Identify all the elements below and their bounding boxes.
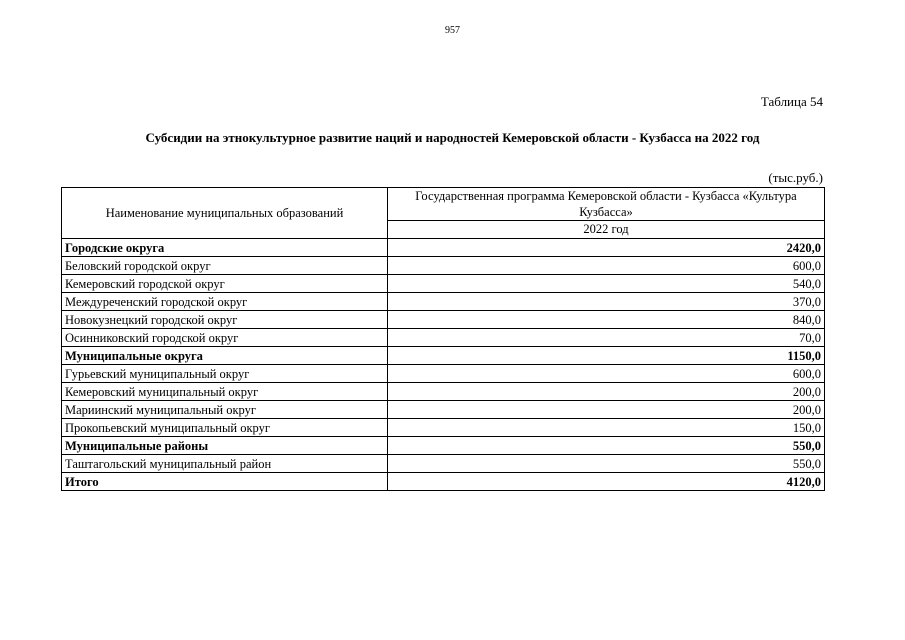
amount-cell: 150,0	[388, 419, 825, 437]
amount-cell: 600,0	[388, 257, 825, 275]
amount-cell: 550,0	[388, 455, 825, 473]
municipality-name-cell: Таштагольский муниципальный район	[62, 455, 388, 473]
table-row	[62, 311, 825, 329]
municipality-name-cell: Гурьевский муниципальный округ	[62, 365, 388, 383]
municipality-name-cell: Кемеровский городской округ	[62, 275, 388, 293]
table-group-row	[62, 239, 825, 257]
amount-cell: 200,0	[388, 383, 825, 401]
municipality-name-cell: Муниципальные округа	[62, 347, 388, 365]
header-year: 2022 год	[388, 221, 825, 239]
amount-cell: 370,0	[388, 293, 825, 311]
amount-cell: 1150,0	[388, 347, 825, 365]
amount-cell: 840,0	[388, 311, 825, 329]
amount-cell: 540,0	[388, 275, 825, 293]
subsidy-table	[61, 187, 825, 491]
municipality-name-cell: Городские округа	[62, 239, 388, 257]
page-number: 957	[445, 25, 460, 36]
amount-cell: 600,0	[388, 365, 825, 383]
units-label: (тыс.руб.)	[768, 170, 823, 185]
municipality-name-cell: Осинниковский городской округ	[62, 329, 388, 347]
table-row	[62, 293, 825, 311]
municipality-name-cell: Прокопьевский муниципальный округ	[62, 419, 388, 437]
table-header-row	[62, 188, 825, 221]
municipality-name-cell: Итого	[62, 473, 388, 491]
table-row	[62, 419, 825, 437]
header-program: Государственная программа Кемеровской области - Кузбасса «Культура Кузбасса»	[388, 188, 825, 221]
amount-cell: 4120,0	[388, 473, 825, 491]
amount-cell: 200,0	[388, 401, 825, 419]
municipality-name-cell: Кемеровский муниципальный округ	[62, 383, 388, 401]
table-row	[62, 455, 825, 473]
table-row	[62, 329, 825, 347]
municipality-name-cell: Беловский городской округ	[62, 257, 388, 275]
municipality-name-cell: Мариинский муниципальный округ	[62, 401, 388, 419]
amount-cell: 70,0	[388, 329, 825, 347]
table-number: Таблица 54	[760, 94, 823, 109]
table-row	[62, 257, 825, 275]
table-row	[62, 365, 825, 383]
table-row	[62, 401, 825, 419]
municipality-name-cell: Муниципальные районы	[62, 437, 388, 455]
amount-cell: 2420,0	[388, 239, 825, 257]
amount-cell: 550,0	[388, 437, 825, 455]
table-group-row	[62, 473, 825, 491]
table-row	[62, 383, 825, 401]
table-group-row	[62, 437, 825, 455]
municipality-name-cell: Новокузнецкий городской округ	[62, 311, 388, 329]
municipality-name-cell: Междуреченский городской округ	[62, 293, 388, 311]
header-municipality: Наименование муниципальных образований	[62, 188, 388, 239]
table-row	[62, 275, 825, 293]
document-title: Субсидии на этнокультурное развитие наций и народностей Кемеровской области - Кузбасса на 2022 год	[145, 130, 760, 145]
table-group-row	[62, 347, 825, 365]
